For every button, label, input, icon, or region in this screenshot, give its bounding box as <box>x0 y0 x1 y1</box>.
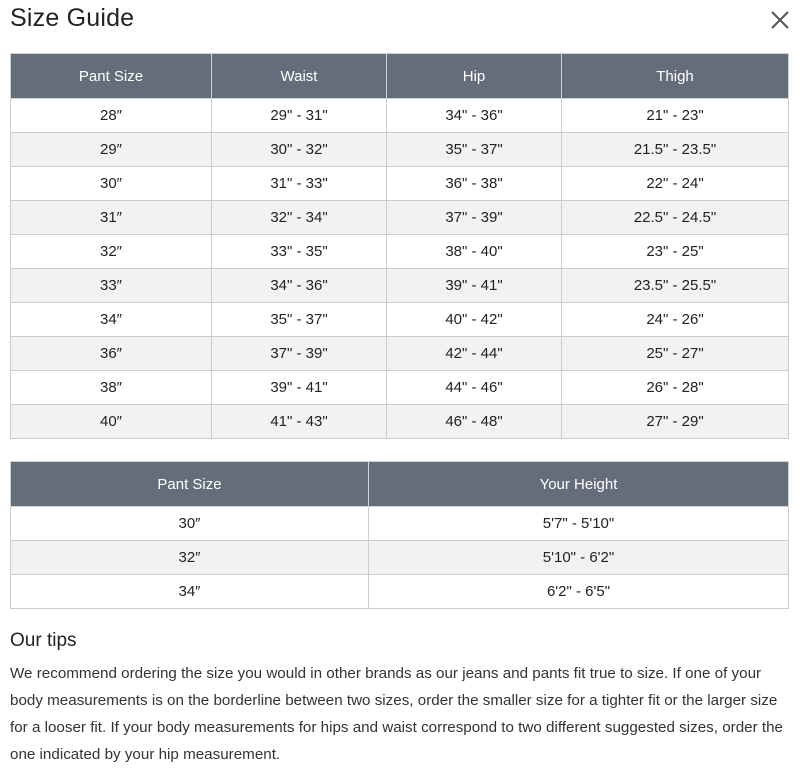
cell-pant-size: 29″ <box>11 133 212 167</box>
cell-thigh: 21.5" - 23.5" <box>562 133 789 167</box>
cell-height: 5'10" - 6'2" <box>369 541 789 575</box>
table-row <box>11 575 789 609</box>
cell-thigh: 25" - 27" <box>562 337 789 371</box>
column-header-waist: Waist <box>212 54 387 99</box>
column-header-hip: Hip <box>387 54 562 99</box>
cell-pant-size: 34″ <box>11 575 369 609</box>
cell-pant-size: 33″ <box>11 269 212 303</box>
close-icon <box>768 8 792 32</box>
cell-pant-size: 30″ <box>11 167 212 201</box>
cell-waist: 35" - 37" <box>212 303 387 337</box>
cell-pant-size: 28″ <box>11 99 212 133</box>
cell-thigh: 23" - 25" <box>562 235 789 269</box>
cell-waist: 31" - 33" <box>212 167 387 201</box>
column-header-pant-size: Pant Size <box>11 462 369 507</box>
cell-waist: 41" - 43" <box>212 405 387 439</box>
cell-hip: 36" - 38" <box>387 167 562 201</box>
cell-waist: 33" - 35" <box>212 235 387 269</box>
size-table-header-row <box>11 54 789 99</box>
cell-hip: 40" - 42" <box>387 303 562 337</box>
column-header-your-height: Your Height <box>369 462 789 507</box>
cell-thigh: 22" - 24" <box>562 167 789 201</box>
cell-waist: 30" - 32" <box>212 133 387 167</box>
size-table <box>10 53 789 439</box>
cell-pant-size: 40″ <box>11 405 212 439</box>
cell-thigh: 21" - 23" <box>562 99 789 133</box>
cell-waist: 29" - 31" <box>212 99 387 133</box>
cell-height: 5'7" - 5'10" <box>369 507 789 541</box>
column-header-pant-size: Pant Size <box>11 54 212 99</box>
cell-pant-size: 36″ <box>11 337 212 371</box>
cell-height: 6'2" - 6'5" <box>369 575 789 609</box>
cell-hip: 39" - 41" <box>387 269 562 303</box>
height-table <box>10 461 789 609</box>
cell-waist: 39" - 41" <box>212 371 387 405</box>
cell-hip: 35" - 37" <box>387 133 562 167</box>
table-row <box>11 201 789 235</box>
table-row <box>11 371 789 405</box>
tips-body: We recommend ordering the size you would in other brands as our jeans and pants fit true to size. If one of your body measurements is on the borderline between two sizes, order the smaller size for a tighter fit or the larger size for a looser fit. If your body measurements for hips and waist correspond to two different suggested sizes, order the one indicated by your hip measurement. <box>10 665 783 763</box>
table-row <box>11 405 789 439</box>
table-row <box>11 303 789 337</box>
cell-thigh: 23.5" - 25.5" <box>562 269 789 303</box>
table-row <box>11 99 789 133</box>
table-row <box>11 541 789 575</box>
table-row <box>11 167 789 201</box>
table-row <box>11 337 789 371</box>
cell-pant-size: 38″ <box>11 371 212 405</box>
cell-waist: 37" - 39" <box>212 337 387 371</box>
cell-thigh: 26" - 28" <box>562 371 789 405</box>
cell-waist: 32" - 34" <box>212 201 387 235</box>
cell-hip: 42" - 44" <box>387 337 562 371</box>
close-button[interactable] <box>768 8 792 32</box>
cell-pant-size: 32″ <box>11 235 212 269</box>
cell-pant-size: 34″ <box>11 303 212 337</box>
cell-hip: 46" - 48" <box>387 405 562 439</box>
cell-hip: 38" - 40" <box>387 235 562 269</box>
size-guide-header <box>10 0 790 46</box>
page-title: Size Guide <box>10 4 135 32</box>
cell-pant-size: 31″ <box>11 201 212 235</box>
cell-thigh: 24" - 26" <box>562 303 789 337</box>
cell-hip: 44" - 46" <box>387 371 562 405</box>
cell-pant-size: 30″ <box>11 507 369 541</box>
height-table-header-row <box>11 462 789 507</box>
cell-hip: 37" - 39" <box>387 201 562 235</box>
table-row <box>11 269 789 303</box>
column-header-thigh: Thigh <box>562 54 789 99</box>
table-row <box>11 507 789 541</box>
table-row <box>11 133 789 167</box>
cell-pant-size: 32″ <box>11 541 369 575</box>
cell-waist: 34" - 36" <box>212 269 387 303</box>
cell-thigh: 22.5" - 24.5" <box>562 201 789 235</box>
cell-hip: 34" - 36" <box>387 99 562 133</box>
tips-heading: Our tips <box>10 630 77 651</box>
table-row <box>11 235 789 269</box>
cell-thigh: 27" - 29" <box>562 405 789 439</box>
tips-section <box>10 630 790 768</box>
